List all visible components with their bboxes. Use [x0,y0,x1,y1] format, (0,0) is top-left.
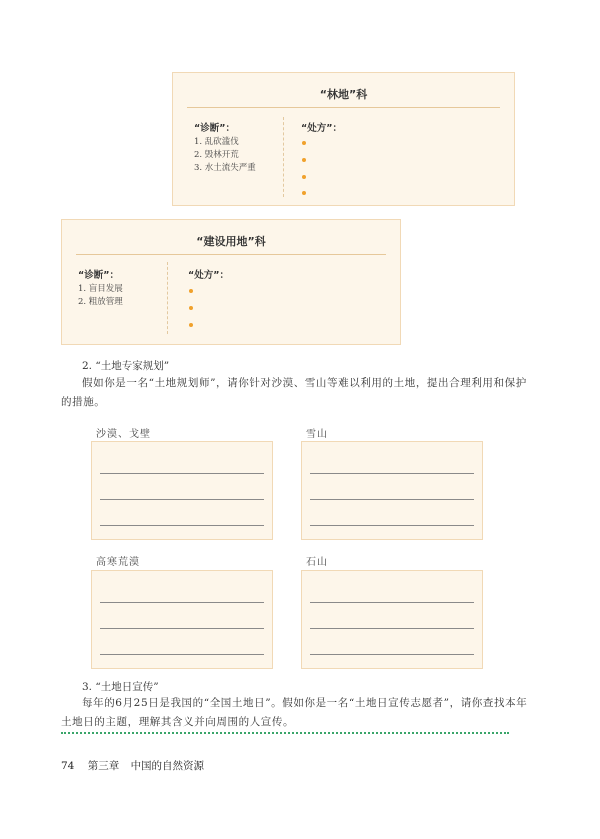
answer-line[interactable] [310,499,474,500]
construction-prescription-bullet [189,289,193,293]
section-3-heading: 3. “土地日宣传” [82,681,159,693]
page-footer [61,758,204,773]
answer-line[interactable] [310,654,474,655]
construction-prescription-bullet [189,323,193,327]
answer-line[interactable] [100,602,264,603]
chapter-title: 中国的自然资源 [130,760,205,772]
answer-line[interactable] [310,473,474,474]
forest-column-divider [283,117,284,197]
answer-box-label: 高寒荒漠 [96,557,140,568]
forest-prescription-bullet [302,191,306,195]
forest-card-rule [187,107,500,108]
section-2-heading: 2. “土地专家规划” [82,360,170,372]
construction-card-rule [76,254,386,255]
section-3-paragraph: 每年的6月25日是我国的“全国土地日”。假如你是一名“土地日宣传志愿者”，请你查找本年土地日的主题，理解其含义并向周围的人宣传。 [61,697,528,728]
answer-box-snow-mountain [301,441,483,540]
answer-box-label: 石山 [306,557,328,568]
answer-line[interactable] [310,602,474,603]
forest-prescription-bullet [302,158,306,162]
answer-line[interactable] [100,628,264,629]
construction-diagnosis-item: 2. 粗放管理 [78,297,123,307]
page-number: 74 [61,760,75,772]
construction-prescription-bullet [189,306,193,310]
forest-card-title: “林地”科 [319,88,368,101]
forest-prescription-bullet [302,175,306,179]
forest-prescription-label: “处方”： [301,123,342,134]
forest-diagnosis-list [194,136,256,175]
forest-diagnosis-item: 1. 乱砍滥伐 [194,137,239,147]
answer-line[interactable] [100,473,264,474]
construction-prescription-label: “处方”： [188,270,229,281]
answer-box-desert [91,441,273,540]
answer-line[interactable] [310,628,474,629]
chapter-label: 第三章 [87,760,120,772]
section-2-paragraph: 假如你是一名“土地规划师”，请你针对沙漠、雪山等难以利用的土地，提出合理利用和保护的措施。 [61,377,527,408]
construction-diagnosis-label: “诊断”： [78,270,119,281]
answer-line[interactable] [100,525,264,526]
forest-diagnosis-label: “诊断”： [194,123,235,134]
section-divider [61,732,509,734]
construction-diagnosis-item: 1. 盲目发展 [78,284,123,294]
construction-diagnosis-list [78,283,123,309]
answer-box-label: 沙漠、戈壁 [96,429,151,440]
construction-card-title: “建设用地”科 [196,235,266,248]
forest-diagnosis-item: 3. 水土流失严重 [194,163,256,173]
answer-line[interactable] [100,654,264,655]
answer-box-rocky-mountain [301,570,483,669]
construction-card [61,219,401,345]
forest-diagnosis-item: 2. 毁林开荒 [194,150,239,160]
answer-line[interactable] [310,525,474,526]
forest-card [172,72,515,206]
answer-line[interactable] [100,499,264,500]
forest-prescription-bullet [302,141,306,145]
answer-box-label: 雪山 [306,429,328,440]
construction-column-divider [167,262,168,334]
answer-box-cold-desert [91,570,273,669]
